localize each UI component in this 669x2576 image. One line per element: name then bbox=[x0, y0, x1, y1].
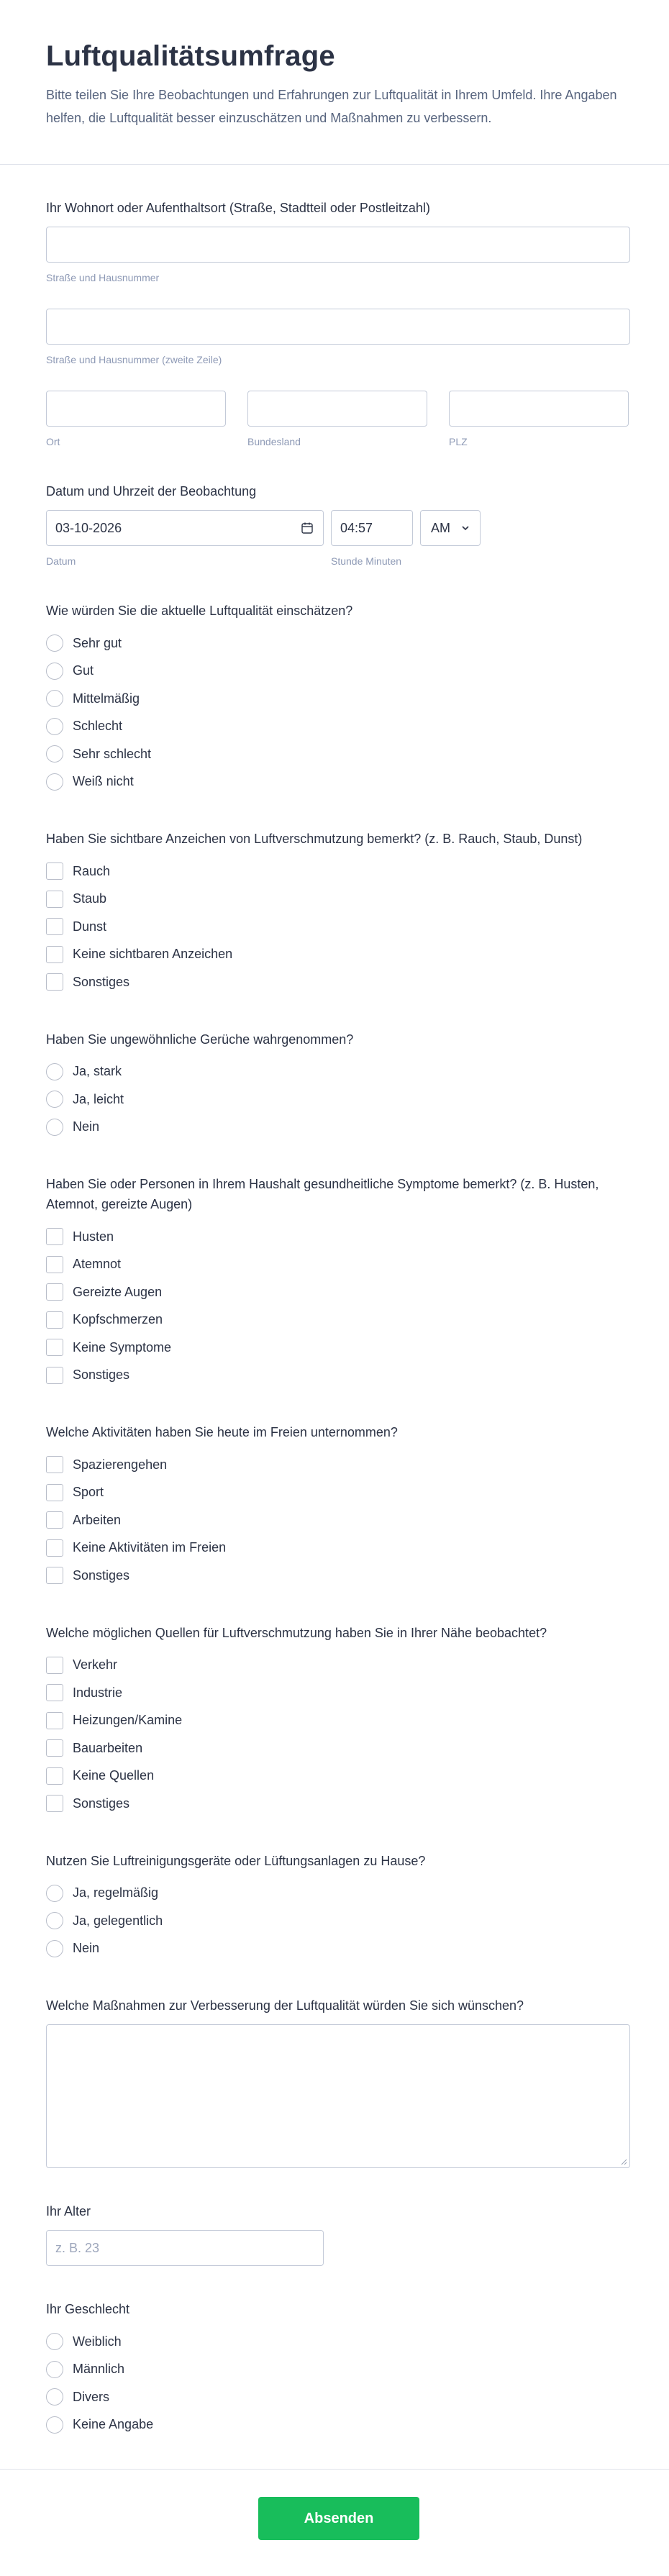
checkbox-option[interactable] bbox=[46, 1506, 623, 1534]
checkbox-option[interactable] bbox=[46, 1762, 623, 1790]
checkbox-option[interactable] bbox=[46, 1479, 623, 1507]
checkbox[interactable] bbox=[46, 1283, 63, 1301]
form-description: Bitte teilen Sie Ihre Beobachtungen und Erfahrungen zur Luftqualität in Ihrem Umfeld. Ihre Angaben helfen, die Luftqualität besser einzuschätzen und Maßnahmen zu verbessern. bbox=[46, 88, 617, 125]
date-sublabel: Datum bbox=[46, 555, 76, 567]
option-label: Rauch bbox=[73, 863, 111, 878]
option-label: Dunst bbox=[73, 919, 107, 934]
state-sublabel: Bundesland bbox=[247, 436, 301, 447]
checkbox-option[interactable] bbox=[46, 968, 623, 996]
smells-label: Haben Sie ungewöhnliche Gerüche wahrgenommen? bbox=[46, 1032, 354, 1047]
radio-option[interactable] bbox=[46, 629, 623, 657]
checkbox-option[interactable] bbox=[46, 941, 623, 969]
radio-option[interactable] bbox=[46, 713, 623, 741]
radio-option[interactable] bbox=[46, 2411, 623, 2439]
option-label: Weiblich bbox=[73, 2334, 122, 2349]
checkbox[interactable] bbox=[46, 1657, 63, 1674]
checkbox-option[interactable] bbox=[46, 1334, 623, 1362]
measures-field bbox=[46, 1962, 623, 2168]
state-input[interactable] bbox=[247, 391, 427, 427]
checkbox-option[interactable] bbox=[46, 1734, 623, 1762]
option-label: Sonstiges bbox=[73, 1367, 130, 1383]
quality-label: Wie würden Sie die aktuelle Luftqualität einschätzen? bbox=[46, 604, 353, 618]
datetime-label: Datum und Uhrzeit der Beobachtung bbox=[46, 484, 257, 499]
radio-button[interactable] bbox=[46, 1885, 63, 1902]
radio-option[interactable] bbox=[46, 2356, 623, 2384]
radio-option[interactable] bbox=[46, 657, 623, 686]
age-input[interactable]: z. B. 23 bbox=[46, 2230, 324, 2266]
gender-field bbox=[46, 2266, 623, 2439]
city-input[interactable] bbox=[46, 391, 226, 427]
page-title: Luftqualitätsumfrage bbox=[46, 40, 335, 72]
checkbox[interactable] bbox=[46, 1795, 63, 1812]
checkbox[interactable] bbox=[46, 973, 63, 991]
city-sublabel: Ort bbox=[46, 436, 60, 447]
radio-button[interactable] bbox=[46, 634, 63, 652]
option-label: Sport bbox=[73, 1485, 104, 1500]
radio-button[interactable] bbox=[46, 663, 63, 680]
option-label: Keine Quellen bbox=[73, 1768, 155, 1783]
radio-option[interactable] bbox=[46, 2328, 623, 2356]
option-label: Spazierengehen bbox=[73, 1457, 168, 1472]
radio-button[interactable] bbox=[46, 2416, 63, 2434]
checkbox-option[interactable] bbox=[46, 1652, 623, 1680]
symptoms-label: Haben Sie oder Personen in Ihrem Haushalt gesundheitliche Symptome bemerkt? (z. B. Husten, Atemnot, gereizte Augen) bbox=[46, 1177, 599, 1211]
radio-option[interactable] bbox=[46, 685, 623, 713]
option-label: Keine sichtbaren Anzeichen bbox=[73, 947, 233, 962]
submit-button[interactable]: Absenden bbox=[258, 2497, 419, 2540]
radio-option[interactable] bbox=[46, 1114, 623, 1142]
radio-option[interactable] bbox=[46, 2383, 623, 2411]
option-label: Nein bbox=[73, 1119, 100, 1134]
quality-field bbox=[46, 568, 623, 796]
option-label: Männlich bbox=[73, 2362, 125, 2377]
option-label: Sehr schlecht bbox=[73, 746, 152, 761]
datetime-field bbox=[46, 448, 623, 568]
age-label: Ihr Alter bbox=[46, 2204, 91, 2218]
radio-option[interactable] bbox=[46, 768, 623, 796]
age-field bbox=[46, 2168, 623, 2266]
option-label: Bauarbeiten bbox=[73, 1740, 143, 1755]
checkbox-option[interactable] bbox=[46, 1362, 623, 1390]
option-label: Atemnot bbox=[73, 1257, 122, 1272]
option-label: Ja, gelegentlich bbox=[73, 1913, 163, 1928]
option-label: Sonstiges bbox=[73, 1796, 130, 1811]
option-label: Sonstiges bbox=[73, 1567, 130, 1583]
address-label: Ihr Wohnort oder Aufenthaltsort (Straße, Stadtteil oder Postleitzahl) bbox=[46, 201, 430, 215]
activities-label: Welche Aktivitäten haben Sie heute im Freien unternommen? bbox=[46, 1425, 398, 1439]
ampm-value: AM bbox=[431, 521, 450, 535]
measures-textarea[interactable] bbox=[46, 2024, 630, 2168]
checkbox-option[interactable] bbox=[46, 1223, 623, 1251]
form-header bbox=[0, 0, 669, 165]
date-input[interactable]: 03-10-2026 bbox=[46, 510, 324, 546]
gender-label: Ihr Geschlecht bbox=[46, 2302, 130, 2316]
time-sublabel: Stunde Minuten bbox=[331, 555, 402, 567]
zip-input[interactable] bbox=[449, 391, 629, 427]
checkbox[interactable] bbox=[46, 891, 63, 908]
checkbox-option[interactable] bbox=[46, 913, 623, 941]
radio-option[interactable] bbox=[46, 1935, 623, 1963]
radio-button[interactable] bbox=[46, 1940, 63, 1957]
form-footer bbox=[0, 2469, 669, 2576]
option-label: Schlecht bbox=[73, 719, 123, 734]
activities-field bbox=[46, 1389, 623, 1590]
option-label: Nein bbox=[73, 1941, 100, 1956]
radio-button[interactable] bbox=[46, 718, 63, 735]
option-label: Heizungen/Kamine bbox=[73, 1713, 183, 1728]
option-label: Divers bbox=[73, 2389, 110, 2404]
radio-button[interactable] bbox=[46, 690, 63, 707]
checkbox[interactable] bbox=[46, 1539, 63, 1557]
devices-label: Nutzen Sie Luftreinigungsgeräte oder Lüftungsanlagen zu Hause? bbox=[46, 1853, 426, 1868]
chevron-down-icon bbox=[461, 525, 470, 531]
checkbox[interactable] bbox=[46, 1739, 63, 1757]
sources-label: Welche möglichen Quellen für Luftverschmutzung haben Sie in Ihrer Nähe beobachtet? bbox=[46, 1625, 547, 1640]
option-label: Ja, leicht bbox=[73, 1091, 124, 1106]
symptoms-field bbox=[46, 1141, 623, 1389]
checkbox[interactable] bbox=[46, 1228, 63, 1245]
option-label: Sonstiges bbox=[73, 974, 130, 989]
street2-sublabel: Straße und Hausnummer (zweite Zeile) bbox=[46, 354, 222, 365]
option-label: Keine Aktivitäten im Freien bbox=[73, 1540, 227, 1555]
checkbox-option[interactable] bbox=[46, 1707, 623, 1735]
checkbox[interactable] bbox=[46, 1311, 63, 1329]
radio-option[interactable] bbox=[46, 1907, 623, 1935]
radio-option[interactable] bbox=[46, 740, 623, 768]
address-field bbox=[46, 165, 623, 448]
radio-option[interactable] bbox=[46, 1058, 623, 1086]
option-label: Husten bbox=[73, 1229, 114, 1244]
checkbox[interactable] bbox=[46, 918, 63, 935]
survey-form bbox=[0, 165, 669, 2439]
radio-button[interactable] bbox=[46, 1912, 63, 1929]
option-label: Mittelmäßig bbox=[73, 691, 140, 706]
checkbox-option[interactable] bbox=[46, 1534, 623, 1562]
sources-field bbox=[46, 1590, 623, 1818]
checkbox-option[interactable] bbox=[46, 1562, 623, 1590]
checkbox[interactable] bbox=[46, 1367, 63, 1384]
option-label: Industrie bbox=[73, 1685, 123, 1700]
checkbox-option[interactable] bbox=[46, 1278, 623, 1306]
checkbox-option[interactable] bbox=[46, 1306, 623, 1334]
checkbox[interactable] bbox=[46, 1567, 63, 1584]
checkbox-option[interactable] bbox=[46, 857, 623, 886]
radio-button[interactable] bbox=[46, 1119, 63, 1136]
checkbox-option[interactable] bbox=[46, 1451, 623, 1479]
radio-option[interactable] bbox=[46, 1086, 623, 1114]
radio-button[interactable] bbox=[46, 773, 63, 791]
option-label: Ja, stark bbox=[73, 1064, 122, 1079]
street-input[interactable] bbox=[46, 227, 630, 263]
checkbox[interactable] bbox=[46, 1684, 63, 1701]
radio-button[interactable] bbox=[46, 1091, 63, 1108]
radio-button[interactable] bbox=[46, 745, 63, 763]
option-label: Arbeiten bbox=[73, 1512, 122, 1527]
option-label: Ja, regelmäßig bbox=[73, 1885, 159, 1901]
option-label: Staub bbox=[73, 891, 107, 906]
option-label: Gereizte Augen bbox=[73, 1284, 163, 1299]
smells-field bbox=[46, 996, 623, 1142]
option-label: Gut bbox=[73, 663, 94, 678]
devices-field bbox=[46, 1818, 623, 1963]
checkbox[interactable] bbox=[46, 1511, 63, 1529]
checkbox[interactable] bbox=[46, 946, 63, 963]
option-label: Keine Symptome bbox=[73, 1339, 172, 1355]
measures-label: Welche Maßnahmen zur Verbesserung der Luftqualität würden Sie sich wünschen? bbox=[46, 1998, 524, 2013]
radio-button[interactable] bbox=[46, 1063, 63, 1080]
time-input[interactable]: 04:57 bbox=[331, 510, 413, 546]
radio-button[interactable] bbox=[46, 2388, 63, 2406]
signs-label: Haben Sie sichtbare Anzeichen von Luftverschmutzung bemerkt? (z. B. Rauch, Staub, Dunst) bbox=[46, 832, 583, 846]
calendar-icon[interactable] bbox=[301, 522, 314, 534]
checkbox[interactable] bbox=[46, 863, 63, 880]
option-label: Kopfschmerzen bbox=[73, 1312, 163, 1327]
resize-handle-icon[interactable] bbox=[620, 2158, 627, 2165]
checkbox[interactable] bbox=[46, 1339, 63, 1356]
option-label: Sehr gut bbox=[73, 635, 122, 650]
checkbox-option[interactable] bbox=[46, 1679, 623, 1707]
option-label: Weiß nicht bbox=[73, 774, 134, 789]
checkbox[interactable] bbox=[46, 1767, 63, 1785]
checkbox[interactable] bbox=[46, 1256, 63, 1273]
signs-field bbox=[46, 796, 623, 996]
street-sublabel: Straße und Hausnummer bbox=[46, 272, 160, 283]
checkbox[interactable] bbox=[46, 1712, 63, 1729]
street2-input[interactable] bbox=[46, 309, 630, 345]
ampm-select[interactable] bbox=[420, 510, 481, 546]
checkbox-option[interactable] bbox=[46, 1251, 623, 1279]
radio-button[interactable] bbox=[46, 2333, 63, 2350]
checkbox[interactable] bbox=[46, 1456, 63, 1473]
radio-button[interactable] bbox=[46, 2361, 63, 2378]
checkbox[interactable] bbox=[46, 1484, 63, 1501]
option-label: Keine Angabe bbox=[73, 2417, 154, 2432]
option-label: Verkehr bbox=[73, 1657, 118, 1672]
zip-sublabel: PLZ bbox=[449, 436, 468, 447]
radio-option[interactable] bbox=[46, 1880, 623, 1908]
checkbox-option[interactable] bbox=[46, 886, 623, 914]
checkbox-option[interactable] bbox=[46, 1790, 623, 1818]
